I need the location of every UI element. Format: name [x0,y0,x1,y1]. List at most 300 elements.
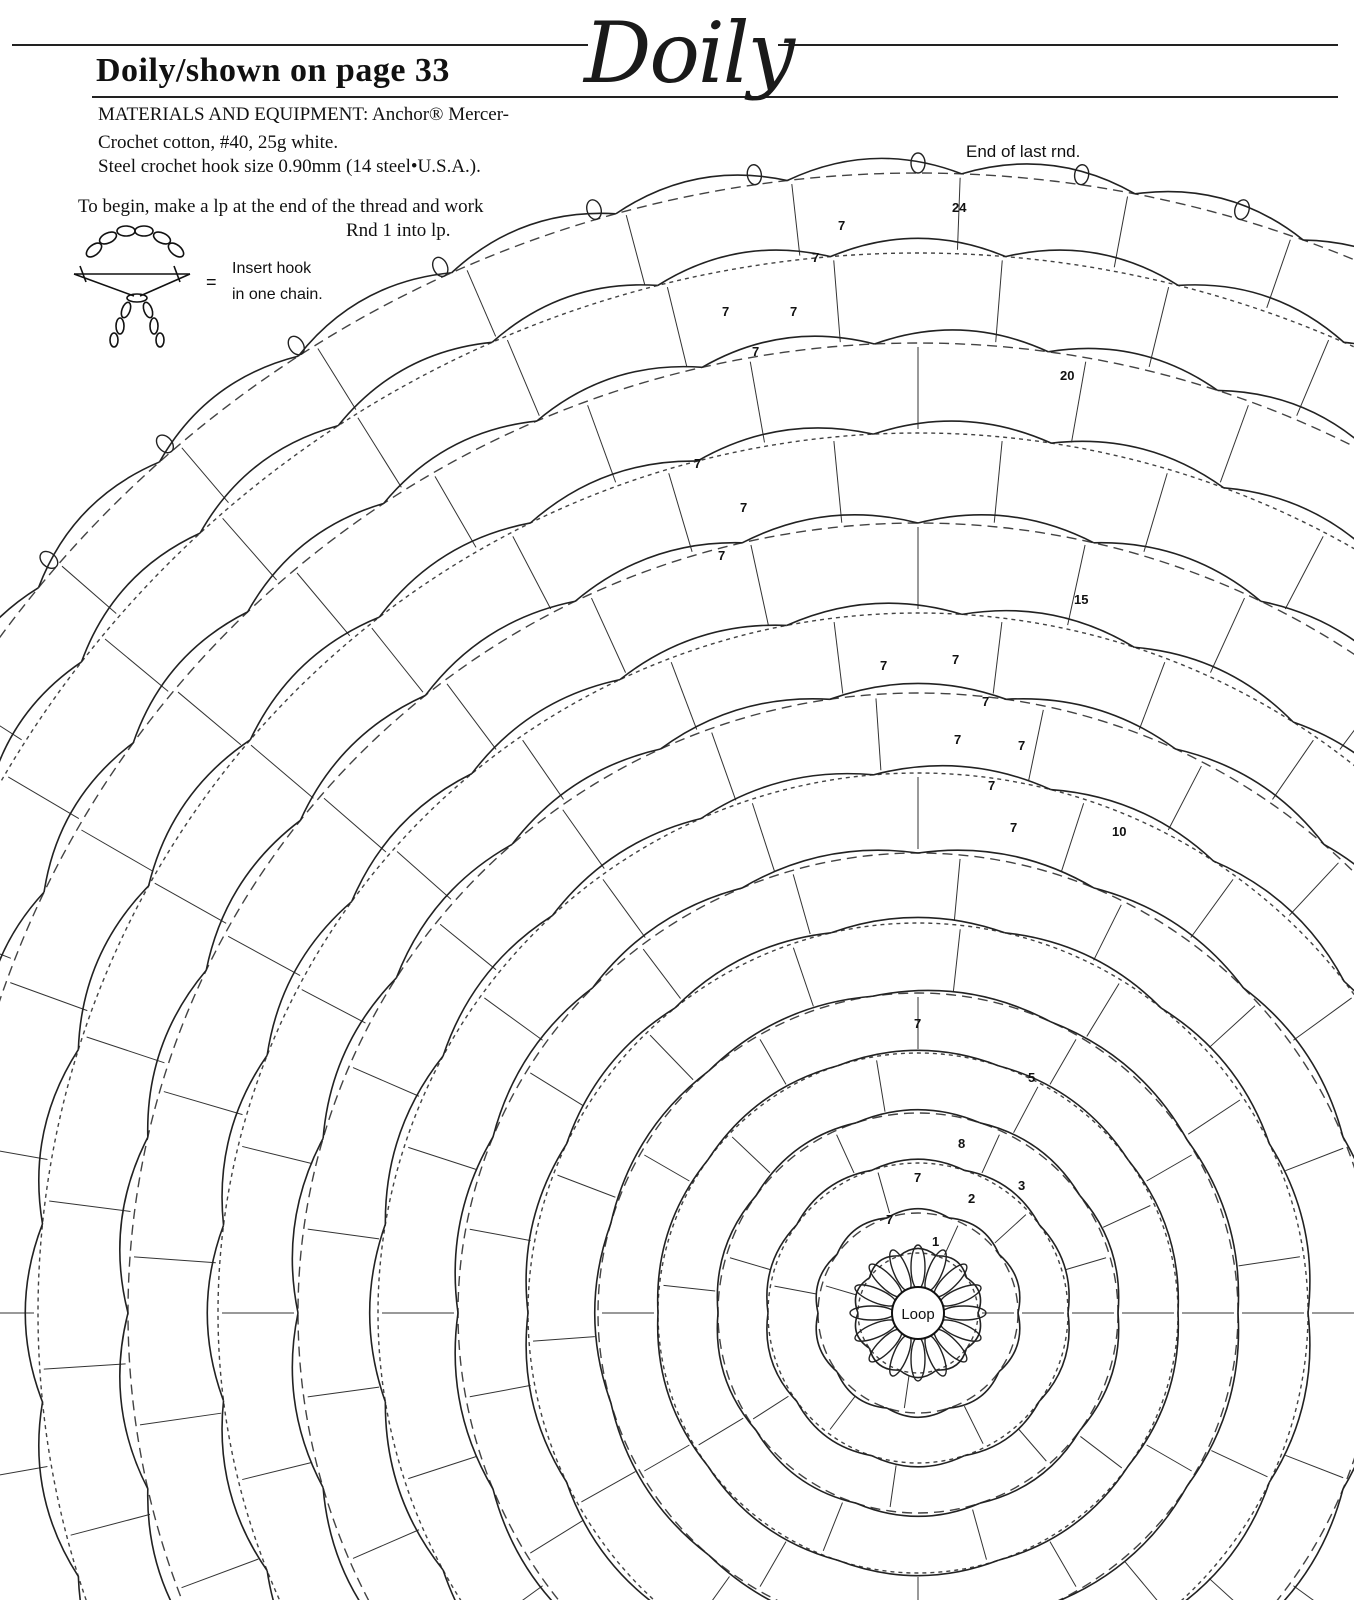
chain-scallop [1080,1313,1119,1431]
chain-count-label: 7 [790,304,798,319]
stitch-post [730,1258,770,1270]
stitch-post [904,1376,909,1408]
chain-scallop [717,1195,756,1313]
chain-scallop [1051,1022,1187,1140]
stitch-post [830,1396,855,1430]
stitch-post [1061,803,1083,871]
chain-scallop [873,766,1050,790]
stitch-post [507,340,539,416]
begin-instruction-line-1: To begin, make a lp at the end of the thread and work [78,196,484,217]
end-of-last-round-label: End of last rnd. [966,142,1081,161]
chain-scallop [384,421,537,503]
chain-scallop [962,164,1135,194]
stitch-post [0,928,11,958]
stitch-post [750,362,764,443]
chain-scallop [1303,240,1354,311]
chain-scallop [816,1254,837,1313]
chain-scallop [1006,699,1175,749]
chain-scallop [660,699,829,749]
chain-scallop [1344,1488,1354,1600]
stitch-post [712,733,736,801]
round-number-label: 1 [932,1234,940,1249]
round-number-label: 2 [968,1191,976,1206]
key-equals-symbol: = [206,272,217,292]
chain-scallop [949,1372,999,1408]
chain-count-label: 7 [880,658,888,673]
stitch-post [87,1037,165,1063]
stitch-post [664,1285,716,1291]
chain-scallop [918,515,1094,543]
chain-scallop [708,1555,872,1600]
stitch-post [530,1073,583,1106]
chain-count-label: 7 [1018,738,1026,753]
stitch-post [470,1229,531,1240]
stitch-post [530,1520,583,1553]
chain-scallop [222,1055,267,1225]
stitch-post [644,1155,689,1181]
stitch-post [823,1503,842,1551]
chain-scallop [149,740,251,886]
stitch-post [834,260,841,342]
chain-scallop [455,1137,493,1313]
stitch-post [1114,196,1127,267]
chain-scallop [526,1313,567,1482]
stitch-post [581,1472,635,1502]
chain-scallop [530,461,697,523]
script-title: Doily [584,4,794,102]
stitch-post [753,1396,788,1419]
stitch-post [760,1039,786,1084]
chain-scallop [385,1056,443,1224]
stitch-post [1094,905,1122,961]
stitch-post [1239,1257,1300,1266]
chain-scallop [1344,981,1354,1137]
stitch-post [1066,1258,1106,1270]
stitch-post [178,692,241,745]
round-ring [0,173,1354,1600]
chain-scallop [526,1144,567,1313]
stitch-post [353,1530,419,1559]
chain-scallop [797,1401,872,1455]
chain-count-label: 7 [694,456,702,471]
stitch-post [1285,536,1323,609]
round-ring [0,253,1354,1600]
center-petal [911,1245,925,1289]
chain-scallop [493,1489,593,1600]
chain-scallop [222,1401,267,1571]
chain-scallop [830,238,1005,256]
chain-scallop [78,886,148,1050]
picot [285,333,308,357]
chain-scallop [872,1456,965,1467]
chain-scallop [292,1138,323,1313]
chain-scallop [708,1466,838,1560]
stitch-post [8,777,79,819]
stitch-post [71,1514,150,1535]
stitch-post [877,1060,885,1111]
chain-scallop [0,588,39,731]
chain-scallop [742,515,918,543]
stitch-post [1285,1455,1343,1477]
chain-scallop [452,213,616,272]
chain-scallop [1080,1195,1119,1313]
stitch-post [1139,662,1165,729]
stitch-post [995,1215,1026,1243]
stitch-post [834,441,842,523]
stitch-post [358,418,401,488]
chain-scallop [611,1403,708,1555]
stitch-post [945,1226,958,1255]
chain-count-label: 7 [954,732,962,747]
stitch-post [1220,405,1248,482]
stitch-post [1103,1206,1150,1228]
stitch-post [372,628,423,692]
stitch-post [588,405,616,482]
stitch-post [182,1559,259,1588]
stitch-post [1068,545,1085,625]
chain-scallop [267,1571,352,1600]
stitch-post [523,740,564,799]
begin-instruction-line-2: Rnd 1 into lp. [346,220,451,241]
chain-scallop [1051,441,1223,487]
chain-scallop [148,970,207,1137]
stitch-post [1149,287,1168,367]
stitch-post [732,1137,770,1173]
chain-scallop [267,902,352,1056]
stitch-post [1087,984,1119,1037]
stitch-post [223,518,277,580]
chain-scallop [200,426,338,534]
chain-count-label: 7 [914,1170,922,1185]
chain-scallop [949,1218,999,1254]
chain-scallop [1128,1313,1178,1466]
center-petal [942,1306,986,1320]
chain-scallop [856,1110,980,1123]
chain-scallop [120,1137,148,1313]
stitch-post [164,1092,243,1115]
chain-scallop [1218,390,1354,458]
chain-count-label: 7 [982,694,990,709]
chain-scallop [425,601,575,695]
stitch-post [134,1257,216,1263]
chain-scallop [856,1503,980,1516]
stitch-post [302,990,366,1023]
stitch-post [1285,1148,1343,1170]
chain-scallop [1344,342,1354,425]
chain-scallop [831,917,1005,932]
stitch-post [774,1286,815,1294]
stitch-post [1297,340,1329,416]
stitch-post [1272,740,1313,799]
chain-scallop [787,603,962,625]
chain-scallop [1213,861,1344,981]
stitch-post [397,851,451,899]
stitch-post [1293,998,1351,1040]
stitch-post [669,473,692,552]
stitch-post [308,1229,379,1239]
chain-scallop [0,1571,44,1600]
stitch-post [324,798,386,852]
stitch-post [953,929,960,991]
chain-scallop [537,367,702,421]
stitch-post [182,448,229,503]
round-ring [128,523,1354,1600]
chain-scallop [717,1313,756,1431]
stitch-post [242,1462,312,1479]
chain-scallop [1178,285,1344,342]
chain-scallop [899,1248,936,1255]
chain-scallop [300,695,425,820]
stitch-post [793,948,813,1007]
stitch-post [1080,1436,1121,1467]
chain-scallop [379,523,530,617]
chain-scallop [816,1313,837,1372]
stitch-post [671,662,697,729]
chain-scallop [323,978,396,1139]
stitch-post [470,1385,531,1396]
chain-scallop [1039,1225,1069,1313]
stitch-post [1289,863,1338,916]
stitch-post [155,883,226,923]
chain-scallop [999,1254,1020,1313]
chain-scallop [1187,1140,1238,1313]
stitch-post [228,936,300,975]
chain-count-label: 7 [718,548,726,563]
picot [1232,198,1251,221]
chain-scallop [133,612,247,743]
chain-count-label: 7 [988,778,996,793]
stitch-post [826,1286,857,1295]
round-number-label: 10 [1112,824,1127,839]
chain-scallop [1135,192,1303,241]
round-number-label: 15 [1074,592,1089,607]
stitch-post [1188,1100,1240,1134]
stitch-post [1209,1578,1255,1600]
chain-scallop [552,818,701,915]
chain-count-label: 7 [812,250,820,265]
chain-scallop [0,892,44,1055]
chain-scallop [0,662,82,809]
stitch-post [435,476,476,547]
stitch-post [1293,1586,1351,1600]
chain-scallop [697,428,873,461]
chain-scallop [620,625,787,679]
chain-scallop [918,850,1094,888]
chain-scallop [658,1313,708,1466]
stitch-post [1211,1451,1267,1477]
center-petal [911,1337,925,1381]
chain-scallop [512,749,660,844]
stitch-post [513,536,551,609]
chain-count-label: 7 [722,304,730,319]
chain-scallop [1128,1160,1178,1313]
stitch-post [484,1586,542,1600]
chain-scallop [1094,888,1243,988]
stitch-post [251,745,313,798]
chain-scallop [1051,1486,1187,1600]
chain-scallop [830,683,1006,699]
chain-scallop [708,996,872,1071]
stitch-post [667,287,686,367]
materials-line-1: MATERIALS AND EQUIPMENT: Anchor® Mercer- [98,104,509,125]
chain-scallop [292,1313,323,1488]
stitch-post [644,1445,689,1471]
chain-count-label: 7 [752,344,760,359]
stitch-post [308,1387,379,1397]
chain-count-label: 7 [740,500,748,515]
picot [37,548,61,572]
stitch-post [837,1135,854,1173]
stitch-post [878,1173,889,1213]
chain-scallop [1134,647,1293,722]
stitch-post [1209,1006,1255,1048]
chain-count-label: 7 [914,1016,922,1031]
chain-scallop [593,888,742,988]
stitch-post [699,1418,744,1445]
chain-scallop [675,933,831,1008]
stitch-post [752,803,774,871]
chain-count-label: 7 [1010,820,1018,835]
stitch-post [1014,1087,1038,1133]
round-ring [378,773,1354,1600]
stitch-post [993,622,1002,693]
page-title: Doily/shown on page 33 [96,52,450,89]
chain-scallop [767,1225,797,1313]
chain-scallop [658,1160,708,1313]
round-ring [458,853,1354,1600]
stitch-post [996,260,1003,342]
stitch-post [1168,766,1201,830]
stitch-post [140,1413,221,1425]
round-ring [38,433,1354,1600]
stitch-post [1210,598,1244,673]
stitch-post [760,1542,786,1587]
chain-scallop [837,1372,887,1408]
stitch-post [10,983,87,1011]
chain-scallop [206,820,300,970]
chain-scallop [298,273,451,356]
chain-count-label: 7 [952,652,960,667]
chain-scallop [472,680,620,774]
stitch-post [964,1406,983,1444]
stitch-post [1050,1039,1076,1084]
stitch-post [1029,710,1044,780]
chain-scallop [44,743,133,892]
stitch-post [954,859,960,921]
stitch-post [751,545,768,625]
stitch-post [1340,684,1354,750]
chain-scallop [872,990,1050,1021]
stitch-post [973,1510,987,1560]
chain-scallop [999,1313,1020,1372]
chain-scallop [120,1313,148,1489]
round-number-label: 20 [1060,368,1075,383]
stitch-post [1050,1542,1076,1587]
materials-line-3: Steel crochet hook size 0.90mm (14 steel•U.S.A.). [98,156,481,177]
stitch-post [1019,1429,1047,1461]
chain-scallop [708,1066,838,1160]
stitch-post [793,874,810,934]
stitch-post [81,830,152,871]
chain-scallop [396,844,512,977]
chain-scallop [872,1159,965,1170]
round-number-label: 24 [952,200,967,215]
stitch-post [353,1068,419,1097]
chain-scallop [567,1008,675,1144]
chain-scallop [1051,790,1214,861]
stitch-post [603,879,645,937]
stitch-post [49,1201,130,1211]
round-number-label: 3 [1018,1178,1026,1193]
picot [153,432,177,456]
stitch-post [1147,1155,1192,1181]
stitch-post [484,998,542,1040]
chain-scallop [1039,1313,1069,1401]
chain-count-label: 7 [886,1212,894,1227]
center-loop-label: Loop [901,1306,935,1323]
stitch-post [440,924,496,969]
chain-scallop [998,1466,1128,1560]
stitch-post [650,1035,693,1080]
chain-scallop [887,1408,949,1417]
chain-scallop [1293,722,1354,834]
stitch-post [1147,1445,1192,1471]
chain-scallop [837,1218,887,1254]
stitch-post [297,573,350,636]
stitch-post [834,622,843,693]
stitch-post [591,598,625,673]
chain-count-label: 7 [838,218,846,233]
stitch-post [693,1577,729,1600]
chain-scallop [1324,844,1354,977]
chain-scallop [78,1576,148,1600]
chain-scallop [39,462,160,588]
stitch-post [626,215,644,285]
chain-scallop [338,342,492,425]
stitch-post [408,1147,476,1169]
center-petal [850,1306,894,1320]
chain-scallop [443,1570,552,1600]
stitch-post [467,270,496,336]
stitch-post [105,639,168,691]
stitch-post [318,348,356,409]
stitch-post [643,949,680,998]
chain-scallop [742,850,918,888]
chain-scallop [39,1050,79,1224]
round-number-label: 8 [958,1136,966,1151]
chain-scallop [160,356,299,462]
chain-scallop [385,1402,443,1570]
chain-scallop [611,1071,708,1223]
chain-scallop [39,1402,79,1576]
stitch-post [557,1175,615,1197]
stitch-post [447,684,496,750]
stitch-post [1144,473,1167,552]
chain-scallop [455,1313,493,1489]
chain-scallop [148,1489,207,1600]
stitch-post [408,1456,476,1478]
stitch-post [994,441,1002,523]
stitch-post [1125,1562,1165,1600]
chain-scallop [767,1313,797,1401]
chain-scallop [492,285,658,342]
stitch-post [563,810,605,869]
key-text-line-1: Insert hook [232,260,312,277]
round-ring [298,693,1354,1600]
chain-scallop [998,1066,1128,1160]
picot [1073,164,1090,186]
stitch-post [44,1364,126,1369]
